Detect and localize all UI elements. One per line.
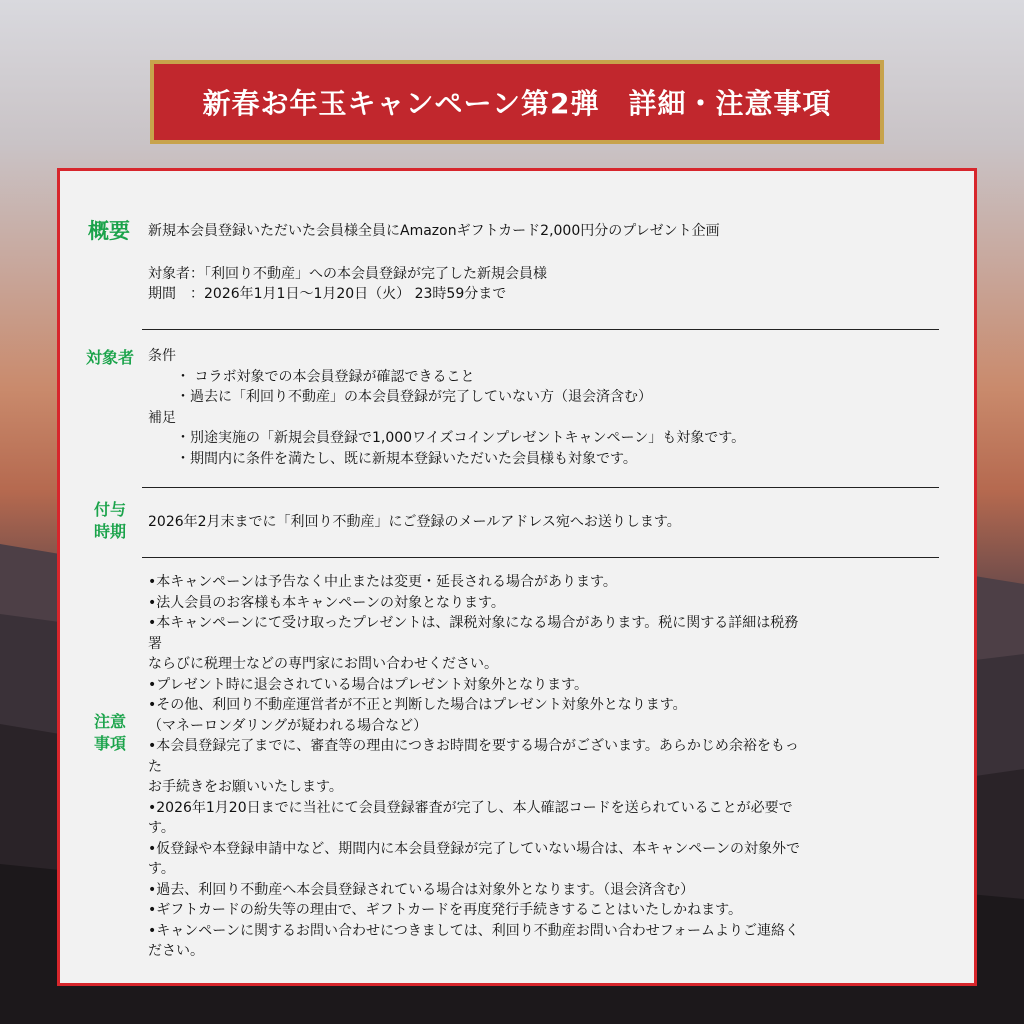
text-line <box>148 242 720 264</box>
title-banner <box>150 60 884 144</box>
text-line: ・期間内に条件を満たし、既に新規本登録いただいた会員様も対象です。 <box>148 450 637 467</box>
section-label-overview: 概要 <box>88 219 130 243</box>
text-line: す。 <box>148 820 175 836</box>
label-line: 時期 <box>93 521 126 541</box>
text-line: ・ コラボ対象での本会員登録が確認できること <box>148 368 475 385</box>
text-line: •2026年1月20日までに当社にて会員登録審査が完了し、本人確認コードを送られていることが必要で <box>148 799 793 816</box>
text-line: •プレゼント時に退会されている場合はプレゼント対象外となります。 <box>148 676 589 693</box>
text-line: 2026年2月末までに「利回り不動産」にご登録のメールアドレス宛へお送りします。 <box>148 514 681 530</box>
label-line: 事項 <box>93 733 126 753</box>
section-eligibility-content <box>148 346 745 469</box>
text-line: 条件 <box>148 348 176 364</box>
text-line: ならびに税理士などの専門家にお問い合わせください。 <box>148 656 498 672</box>
text-line: 対象者：「利回り不動産」への本会員登録が完了した新規会員様 <box>148 265 547 282</box>
text-line: ・別途実施の「新規会員登録で1,000ワイズコインプレゼントキャンペーン」も対象です。 <box>148 430 746 446</box>
text-line: （マネーロンダリングが疑われる場合など） <box>148 717 428 734</box>
text-line: 署 <box>148 635 162 652</box>
section-label-notes <box>70 711 150 754</box>
page-title: 新春お年玉キャンペーン第2弾 詳細・注意事項 <box>202 87 832 120</box>
text-line: •本キャンペーンにて受け取ったプレゼントは、課税対象になる場合があります。税に関する詳細は税務 <box>148 615 799 631</box>
text-line: •本会員登録完了までに、審査等の理由につきお時間を要する場合がございます。あらかじめ余裕をもっ <box>148 738 799 754</box>
text-line: •過去、利回り不動産へ本会員登録されている場合は対象外となります。（退会済含む） <box>148 881 695 898</box>
text-line: お手続きをお願いいたします。 <box>148 779 343 795</box>
label-line: 注意 <box>93 712 126 731</box>
label-line: 付与 <box>93 500 126 519</box>
text-line: •その他、利回り不動産運営者が不正と判断した場合はプレゼント対象外となります。 <box>148 697 687 713</box>
section-timing-content <box>148 512 681 533</box>
text-line: た <box>148 758 162 775</box>
text-line: ださい。 <box>148 943 204 959</box>
section-divider <box>142 487 939 488</box>
section-label-timing <box>70 499 150 542</box>
text-line: 期間 ：2026年1月1日～1月20日（火） 23時59分まで <box>148 286 507 302</box>
text-line: •法人会員のお客様も本キャンペーンの対象となります。 <box>148 594 505 611</box>
section-divider <box>142 329 939 330</box>
section-notes-content <box>148 572 800 962</box>
text-line: 補足 <box>148 409 176 426</box>
text-line: ・過去に「利回り不動産」の本会員登録が完了していない方（退会済含む） <box>148 389 652 405</box>
details-panel <box>57 168 977 986</box>
text-line: す。 <box>148 861 175 877</box>
text-line: •本キャンペーンは予告なく中止または変更・延長される場合があります。 <box>148 574 617 590</box>
section-divider <box>142 557 939 558</box>
text-line: •キャンペーンに関するお問い合わせにつきましては、利回り不動産お問い合わせフォームよりご連絡く <box>148 922 799 939</box>
text-line: 新規本会員登録いただいた会員様全員にAmazonギフトカード2,000円分のプレゼント企画 <box>148 223 720 239</box>
section-label-eligibility: 対象者 <box>85 348 134 367</box>
text-line: •仮登録や本登録申請中など、期間内に本会員登録が完了していない場合は、本キャンペーンの対象外で <box>148 840 800 857</box>
section-overview-content <box>148 221 720 305</box>
text-line: •ギフトカードの紛失等の理由で、ギフトカードを再度発行手続きすることはいたしかねます。 <box>148 902 743 918</box>
